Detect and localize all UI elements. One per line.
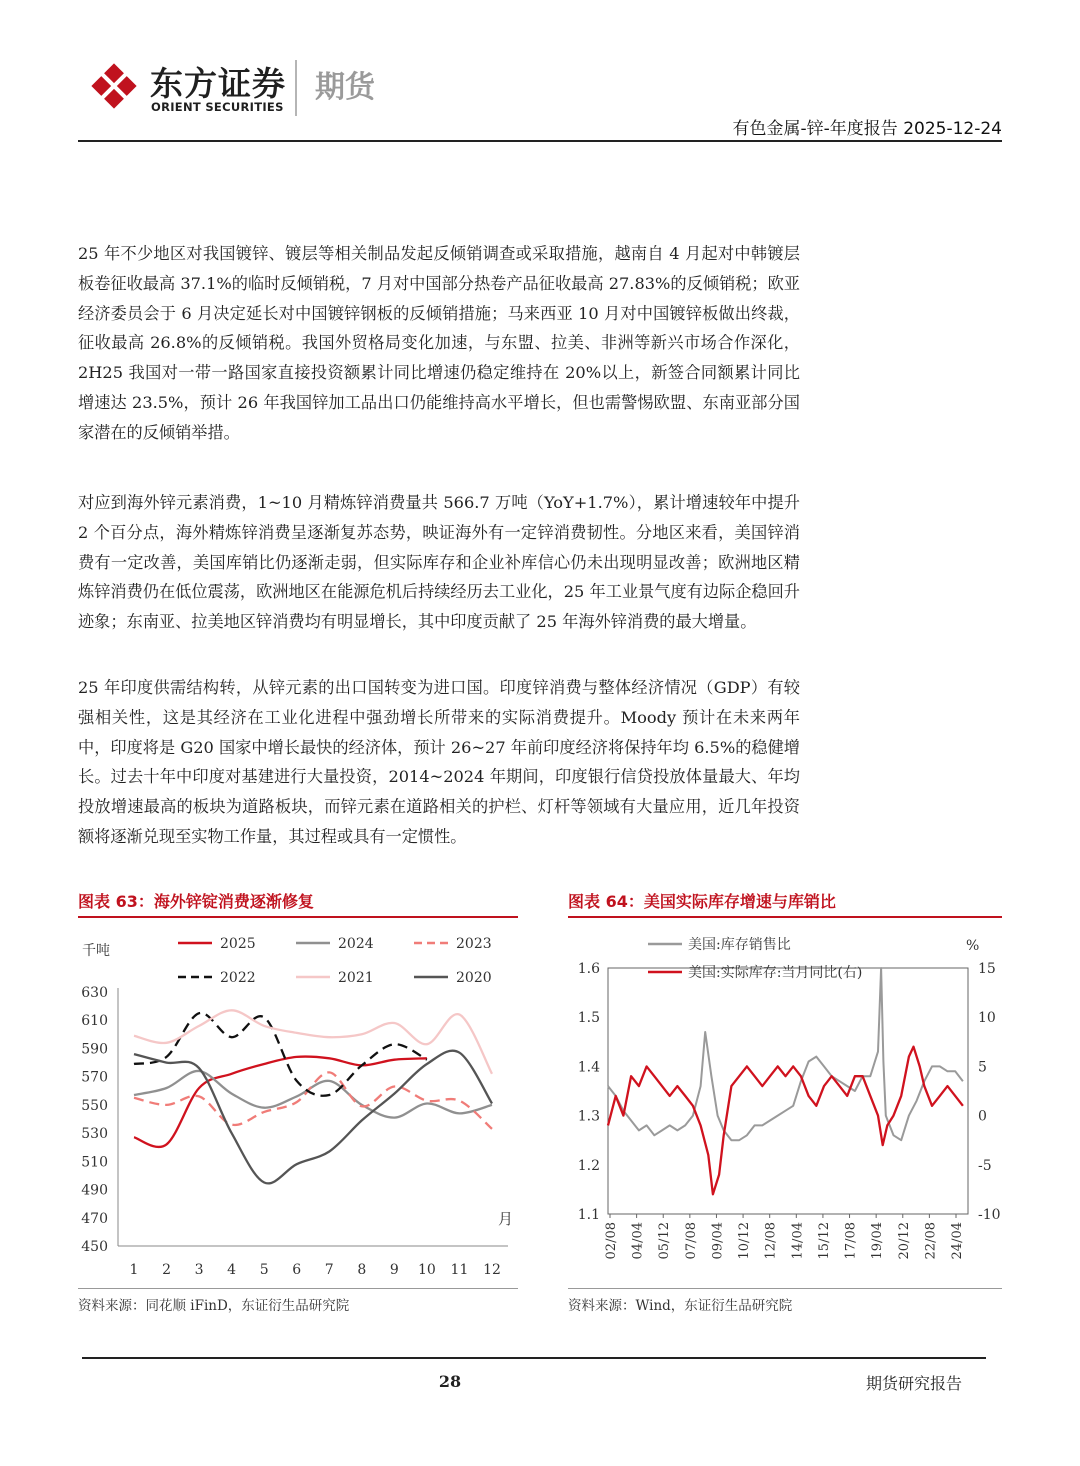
x-tick-label: 04/04 — [630, 1222, 646, 1260]
y-left-tick-label: 1.1 — [577, 1207, 600, 1223]
figure-63-caption: 图表 63：海外锌锭消费逐渐修复 — [78, 892, 314, 911]
x-tick-label: 19/04 — [870, 1222, 886, 1260]
footer-label: 期货研究报告 — [865, 1374, 962, 1393]
legend-label-2024: 2024 — [338, 936, 374, 952]
y-right-tick-label: 10 — [978, 1010, 996, 1027]
brand-divider — [295, 60, 297, 116]
figure-64-caption-rule — [568, 916, 1002, 918]
series-line-2 — [608, 1047, 963, 1195]
x-axis-unit: 月 — [498, 1210, 514, 1228]
y-tick-label: 470 — [81, 1210, 108, 1227]
figure-64-caption: 图表 64：美国实际库存增速与库销比 — [568, 892, 836, 911]
figure-63-chart — [70, 920, 530, 1285]
paragraph-3: 25 年印度供需结构转，从锌元素的出口国转变为进口国。印度锌消费与整体经济情况（GDP）有较强相关性，这是其经济在工业化进程中强劲增长所带来的实际消费提升。Moody 预计在未来两年中，印度将是 G20 国家中增长最快的经济体，预计 26~27 年前印度经济将保持年均 6.5%的稳健增长。过去十年中印度对基建进行大量投资，2014~2024 年期间，印度银行信贷投放体量最大、年均投放增速最高的板块为道路板块，而锌元素在道路相关的护栏、灯杆等领域有大量应用，近几年投资额将逐渐兑现至实物工作量，其过程或具有一定惯性。 — [78, 678, 800, 846]
figure-64-source-rule — [568, 1288, 1002, 1289]
x-tick-label: 20/12 — [896, 1222, 912, 1260]
x-tick-label: 12 — [483, 1262, 501, 1278]
y-left-tick-label: 1.3 — [577, 1108, 600, 1125]
x-tick-label: 15/12 — [816, 1222, 832, 1260]
y-tick-label: 610 — [81, 1013, 108, 1030]
paragraph-2: 对应到海外锌元素消费，1~10 月精炼锌消费量共 566.7 万吨（YoY+1.7%），累计增速较年中提升 2 个百分点，海外精炼锌消费呈逐渐复苏态势，映证海外有一定锌消费韧性。分地区来看，美国锌消费有一定改善，美国库销比仍逐渐走弱，但实际库存和企业补库信心仍未出现明显改善；欧洲地区精炼锌消费仍在低位震荡，欧洲地区在能源危机后持续经历去工业化，25 年工业景气度有边际企稳回升迹象；东南亚、拉美地区锌消费均有明显增长，其中印度贡献了 25 年海外锌消费的最大增量。 — [78, 493, 800, 632]
legend-label-2020: 2020 — [456, 970, 492, 986]
orient-securities-logo-mark — [88, 60, 140, 112]
series-2020-line — [134, 1051, 492, 1184]
x-tick-label: 6 — [292, 1262, 302, 1278]
y-right-tick-label: -10 — [978, 1207, 1001, 1223]
figure-64-source: 资料来源：Wind，东证衍生品研究院 — [568, 1298, 793, 1314]
legend-label-1: 美国:库存销售比 — [688, 937, 791, 953]
x-tick-label: 09/04 — [710, 1222, 726, 1260]
x-tick-label: 4 — [227, 1262, 237, 1278]
x-tick-label: 12/08 — [763, 1222, 779, 1260]
y-right-unit: % — [966, 938, 980, 954]
header-divider — [78, 140, 1002, 142]
page-number: 28 — [438, 1372, 462, 1391]
y-left-tick-label: 1.6 — [577, 961, 600, 977]
legend-label-2023: 2023 — [456, 936, 492, 952]
figure-63-source: 资料来源：同花顺 iFinD，东证衍生品研究院 — [78, 1298, 350, 1314]
x-tick-label: 02/08 — [604, 1222, 619, 1260]
footer-divider — [82, 1357, 986, 1359]
brand-subtitle: 期货 — [315, 70, 375, 105]
y-tick-label: 450 — [81, 1239, 108, 1255]
y-right-tick-label: -5 — [978, 1157, 992, 1174]
y-tick-label: 630 — [81, 985, 108, 1001]
figure-63-source-rule — [78, 1288, 518, 1289]
y-left-tick-label: 1.2 — [577, 1157, 600, 1174]
legend-label-2025: 2025 — [220, 936, 256, 952]
series-2021-line — [134, 1010, 492, 1074]
x-tick-label: 3 — [194, 1262, 204, 1278]
report-title: 有色金属-锌-年度报告 2025-12-24 — [732, 119, 1002, 139]
x-tick-label: 1 — [129, 1262, 139, 1278]
legend-label-2021: 2021 — [338, 970, 374, 986]
y-right-tick-label: 0 — [978, 1108, 987, 1125]
x-tick-label: 17/08 — [843, 1222, 859, 1260]
y-tick-label: 570 — [81, 1069, 108, 1086]
y-left-tick-label: 1.5 — [577, 1010, 600, 1027]
x-tick-label: 2 — [162, 1262, 172, 1278]
y-tick-label: 550 — [81, 1097, 108, 1114]
plot-frame — [608, 968, 968, 1214]
x-tick-label: 8 — [357, 1262, 367, 1278]
x-tick-label: 7 — [324, 1262, 334, 1278]
y-left-tick-label: 1.4 — [577, 1059, 600, 1076]
y-axis-unit: 千吨 — [82, 943, 110, 959]
x-tick-label: 9 — [389, 1262, 399, 1278]
x-tick-label: 22/08 — [923, 1222, 939, 1260]
legend-label-2022: 2022 — [220, 970, 256, 986]
y-right-tick-label: 5 — [978, 1059, 987, 1076]
y-tick-label: 510 — [81, 1154, 108, 1171]
series-2023-line — [134, 1072, 492, 1129]
figure-63-caption-rule — [78, 916, 518, 918]
legend-label-2: 美国:实际库存:当月同比(右) — [688, 965, 863, 981]
y-tick-label: 530 — [81, 1126, 108, 1143]
paragraph-1: 25 年不少地区对我国镀锌、镀层等相关制品发起反倾销调查或采取措施，越南自 4 月起对中韩镀层板卷征收最高 37.1%的临时反倾销税，7 月对中国部分热卷产品征收最高 27.83%的反倾销税；欧亚经济委员会于 6 月决定延长对中国镀锌钢板的反倾销措施；马来西亚 10 月对中国镀锌板做出终裁，征收最高 26.8%的反倾销税。我国外贸格局变化加速，与东盟、拉美、非洲等新兴市场合作深化，2H25 我国对一带一路国家直接投资额累计同比增速仍稳定维持在 20%以上，新签合同额累计同比增速达 23.5%，预计 26 年我国锌加工品出口仍能维持高水平增长，但也需警惕欧盟、东南亚部分国家潜在的反倾销举措。 — [78, 244, 800, 442]
x-tick-label: 14/04 — [790, 1222, 806, 1260]
y-right-tick-label: 15 — [978, 961, 996, 977]
y-tick-label: 490 — [81, 1182, 108, 1199]
x-tick-label: 07/08 — [683, 1222, 699, 1260]
x-tick-label: 10/12 — [737, 1222, 753, 1260]
x-tick-label: 11 — [450, 1262, 469, 1278]
x-tick-label: 05/12 — [657, 1222, 673, 1260]
x-tick-label: 24/04 — [950, 1222, 965, 1260]
x-tick-label: 5 — [259, 1262, 269, 1278]
y-tick-label: 590 — [81, 1041, 108, 1058]
x-tick-label: 10 — [417, 1262, 436, 1278]
brand-name-cn: 东方证券 — [150, 64, 286, 103]
brand-name-en: ORIENT SECURITIES — [151, 100, 284, 114]
figure-64-chart — [560, 920, 1010, 1285]
